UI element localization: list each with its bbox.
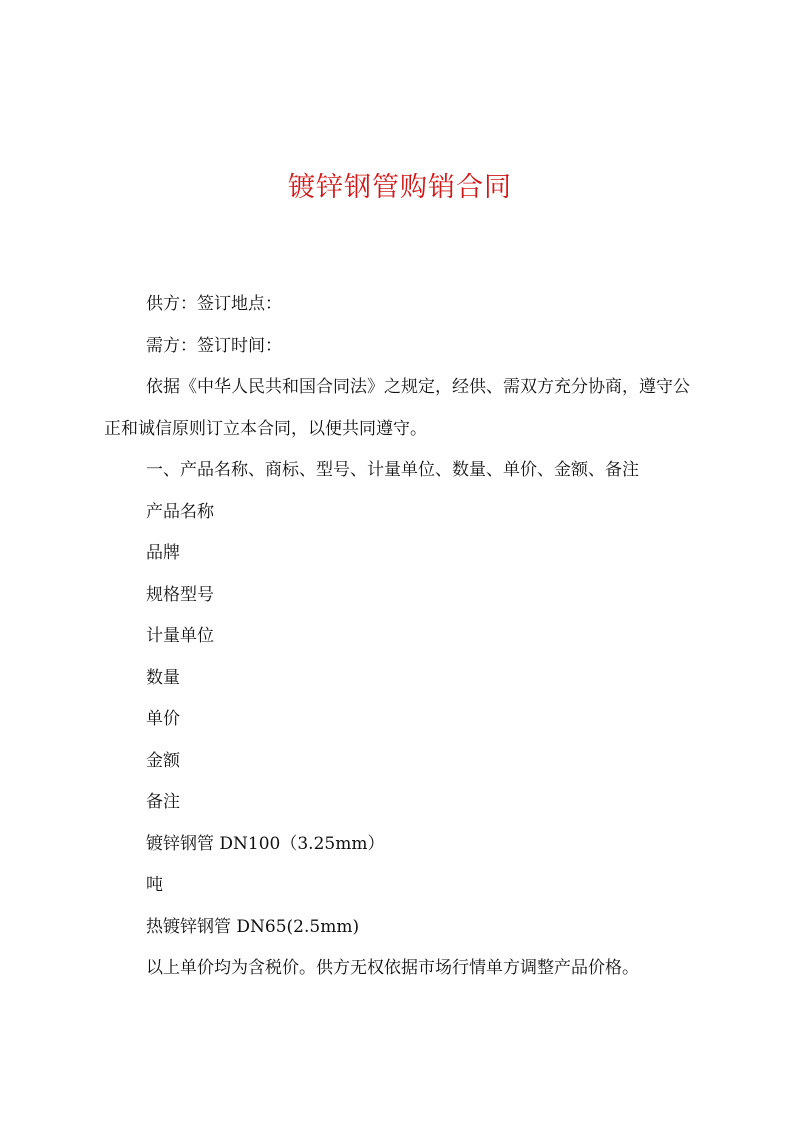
field-quantity: 数量 [146, 667, 180, 688]
field-unit: 计量单位 [146, 626, 214, 646]
buyer-line: 需方：签订时间： [146, 335, 282, 356]
field-remarks: 备注 [146, 792, 180, 812]
preamble-paragraph: 依据《中华人民共和国合同法》之规定，经供、需双方充分协商，遵守公正和诚信原则订立本合同，以便共同遵守。 [104, 377, 690, 439]
field-product-name: 产品名称 [146, 501, 214, 522]
field-amount: 金额 [146, 750, 180, 771]
document-body [104, 284, 704, 990]
field-unit-price: 单价 [146, 709, 180, 729]
product-item-1: 镀锌钢管 DN100（3.25mm） [146, 833, 385, 854]
field-spec-model: 规格型号 [146, 584, 214, 605]
field-brand: 品牌 [146, 543, 180, 563]
price-note: 以上单价均为含税价。供方无权依据市场行情单方调整产品价格。 [146, 958, 639, 978]
product-unit-1: 吨 [146, 875, 163, 895]
section-heading: 一、产品名称、商标、型号、计量单位、数量、单价、金额、备注 [146, 460, 639, 480]
supplier-line: 供方：签订地点： [146, 294, 282, 314]
product-item-2: 热镀锌钢管 DN65(2.5mm) [146, 916, 360, 937]
document-title: 镀锌钢管购销合同 [288, 172, 512, 203]
